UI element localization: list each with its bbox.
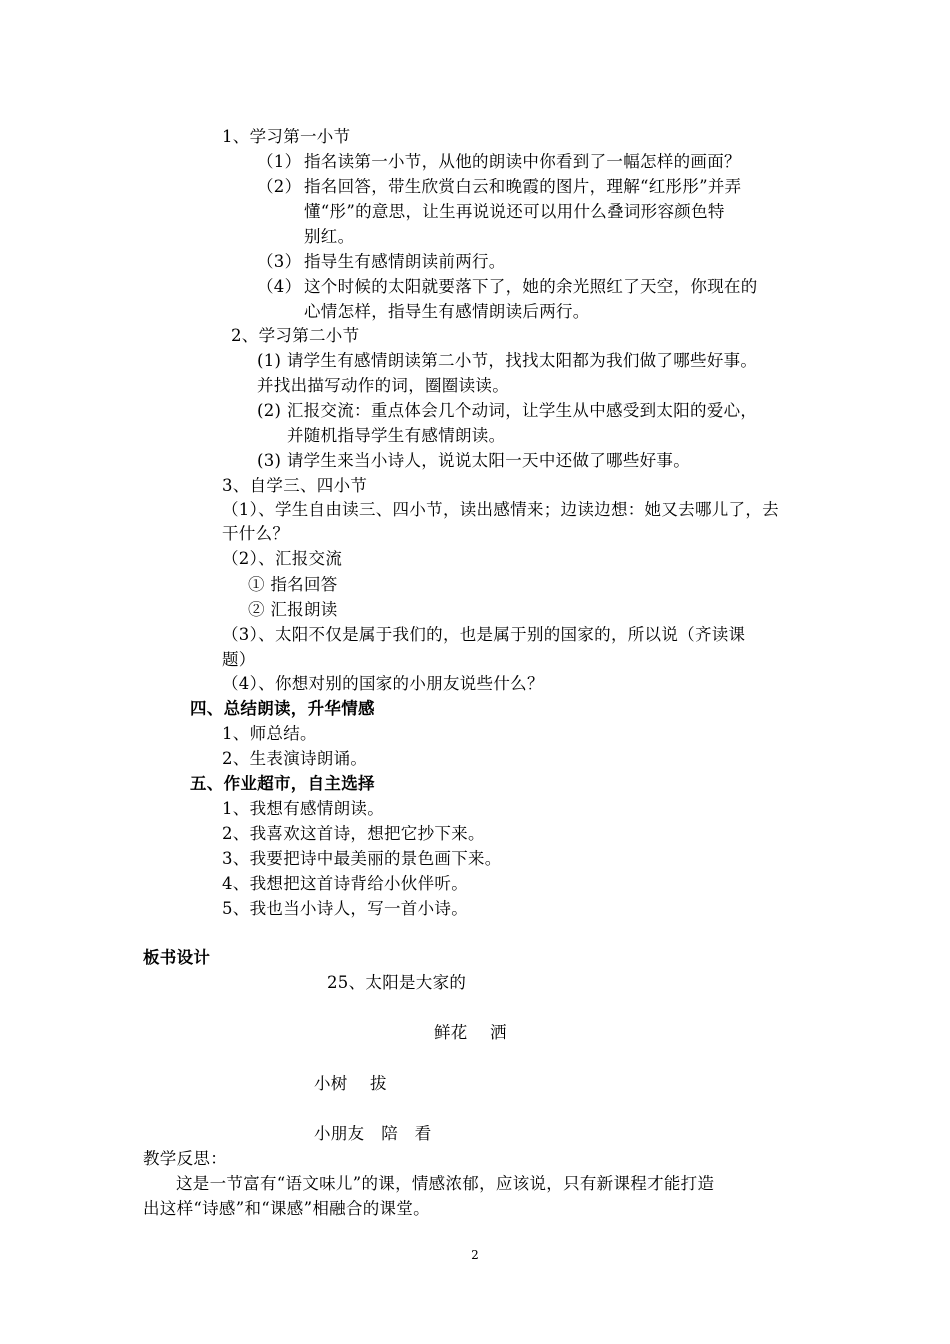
section5-item: 3、我要把诗中最美丽的景色画下来。	[222, 849, 502, 868]
board-line: 鲜花 洒	[434, 1023, 507, 1042]
item3-sub4-text: （4）、你想对别的国家的小朋友说些什么？	[222, 674, 544, 693]
board-title: 25、太阳是大家的	[327, 973, 467, 992]
item1-sub1-number: （1）	[257, 152, 302, 171]
section4-item: 1、师总结。	[222, 724, 317, 743]
reflection-paragraph-continuation: 出这样“诗感”和“课感”相融合的课堂。	[143, 1199, 430, 1218]
item2-title: 2、学习第二小节	[231, 326, 360, 345]
item1-sub2-text: 指名回答，带生欣赏白云和晚霞的图片，理解“红彤彤”并弄	[304, 177, 742, 196]
item2-sub2-continuation: 并随机指导学生有感情朗读。	[287, 426, 506, 445]
item3-sub3-text: （3）、太阳不仅是属于我们的，也是属于别的国家的，所以说（齐读课	[222, 625, 746, 644]
item1-sub2-number: （2）	[257, 177, 302, 196]
item3-sub1-text: （1）、学生自由读三、四小节，读出感情来；边读边想：她又去哪儿了，去	[222, 500, 779, 519]
section5-item: 1、我想有感情朗读。	[222, 799, 384, 818]
item3-sub2-text: （2）、汇报交流	[222, 549, 343, 568]
item1-title: 1、学习第一小节	[222, 127, 351, 146]
item3-sub1-continuation: 干什么？	[222, 524, 290, 543]
item3-circled-item: ② 汇报朗读	[248, 600, 338, 619]
item3-sub3-continuation: 题）	[222, 650, 256, 669]
reflection-heading: 教学反思：	[143, 1149, 227, 1168]
item2-sub3-text: (3) 请学生来当小诗人，说说太阳一天中还做了哪些好事。	[257, 451, 691, 470]
section5-item: 4、我想把这首诗背给小伙伴听。	[222, 874, 468, 893]
page-number: 2	[471, 1248, 479, 1262]
item1-sub3-text: 指导生有感情朗读前两行。	[304, 252, 506, 271]
item2-sub1-continuation: 并找出描写动作的词，圈圈读读。	[257, 376, 509, 395]
item3-circled-item: ① 指名回答	[248, 575, 338, 594]
reflection-paragraph: 这是一节富有“语文味儿”的课，情感浓郁，应该说，只有新课程才能打造	[176, 1174, 715, 1193]
item1-sub2-continuation: 别红。	[304, 227, 355, 246]
item1-sub4-text: 这个时候的太阳就要落下了，她的余光照红了天空，你现在的	[304, 277, 758, 296]
board-design-heading: 板书设计	[143, 948, 211, 967]
item1-sub2-continuation: 懂“彤”的意思，让生再说说还可以用什么叠词形容颜色特	[304, 202, 725, 221]
item1-sub4-number: （4）	[257, 277, 302, 296]
item1-sub4-continuation: 心情怎样，指导生有感情朗读后两行。	[304, 302, 590, 321]
board-line: 小树 拔	[314, 1074, 387, 1093]
section4-item: 2、生表演诗朗诵。	[222, 749, 368, 768]
item2-sub2-text: (2) 汇报交流：重点体会几个动词，让学生从中感受到太阳的爱心，	[257, 401, 758, 420]
item3-title: 3、自学三、四小节	[222, 476, 368, 495]
board-line: 小朋友 陪 看	[314, 1124, 432, 1143]
item1-sub3-number: （3）	[257, 252, 302, 271]
section4-heading: 四、总结朗读，升华情感	[190, 699, 375, 718]
section5-item: 2、我喜欢这首诗，想把它抄下来。	[222, 824, 485, 843]
item2-sub1-text: (1) 请学生有感情朗读第二小节，找找太阳都为我们做了哪些好事。	[257, 351, 758, 370]
item1-sub1-text: 指名读第一小节，从他的朗读中你看到了一幅怎样的画面？	[304, 152, 741, 171]
section5-item: 5、我也当小诗人，写一首小诗。	[222, 899, 468, 918]
section5-heading: 五、作业超市，自主选择	[190, 774, 375, 793]
